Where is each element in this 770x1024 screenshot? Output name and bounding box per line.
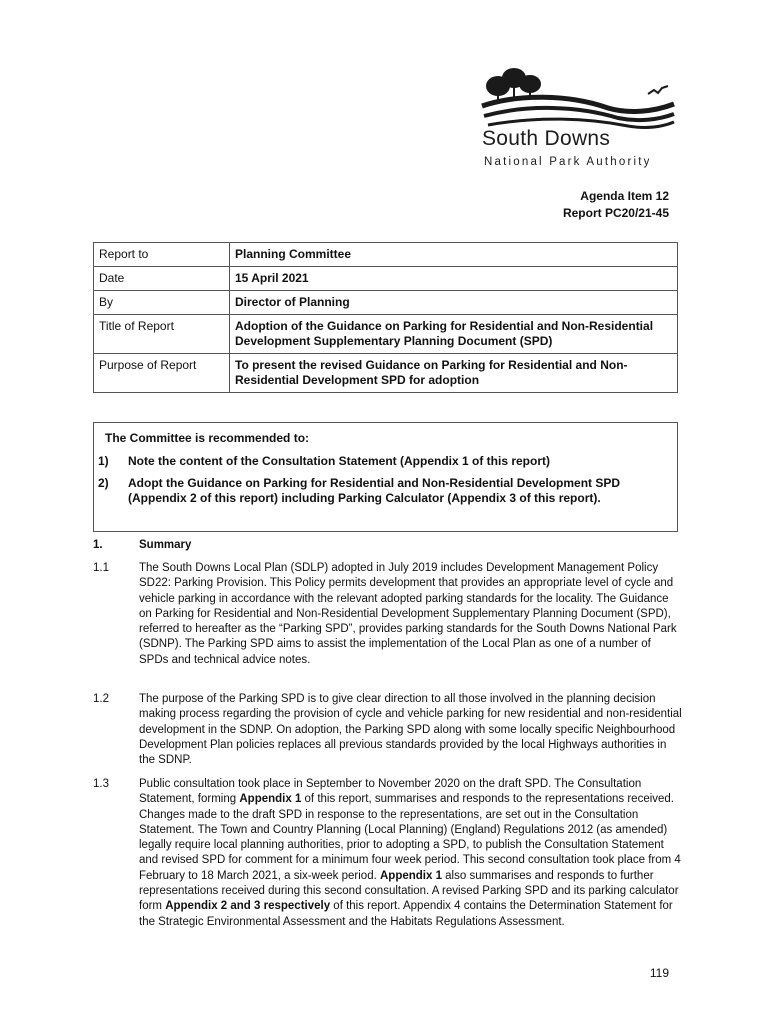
table-row (94, 291, 678, 315)
recommendation-box (93, 422, 678, 532)
paragraph-1-1 (93, 561, 683, 668)
paragraph-1-2 (93, 692, 683, 768)
item-text: Note the content of the Consultation Statement (Appendix 1 of this report) (128, 454, 550, 468)
item-number: 2) (98, 476, 109, 490)
agenda-item: Agenda Item 12 (580, 189, 669, 203)
text-run: Public consultation took place in September to November 2020 on the draft SPD. The Consultation Statement, forming (139, 778, 642, 806)
table-row (94, 315, 678, 354)
paragraph-text (139, 777, 683, 930)
appendix-reference: Appendix 2 and 3 respectively (165, 900, 331, 913)
row-label: Title of Report (94, 315, 230, 354)
row-value: 15 April 2021 (230, 267, 678, 291)
table-row (94, 354, 678, 393)
paragraph-text: The purpose of the Parking SPD is to give clear direction to all those involved in the planning decision making process regarding the provision of cycle and vehicle parking for new residential and non-residential development in the SDNP. On adoption, the Parking SPD along with some locally specific Neighbourhood Development Plan policies replaces all previous standards provided by the local Highways authorities in the SDNP. (139, 693, 682, 767)
report-number: Report PC20/21-45 (562, 206, 669, 220)
row-value: To present the revised Guidance on Parking for Residential and Non-Residential Development SPD for adoption (230, 354, 678, 393)
row-label: Purpose of Report (94, 354, 230, 393)
report-details-table (93, 242, 678, 393)
logo-name: South Downs (482, 127, 611, 150)
page-number: 119 (649, 966, 669, 980)
row-value: Planning Committee (230, 243, 678, 267)
row-label: Report to (94, 243, 230, 267)
table-row (94, 243, 678, 267)
recommendation-item (98, 476, 658, 506)
section-title: Summary (139, 539, 192, 551)
table-row (94, 267, 678, 291)
row-value: Adoption of the Guidance on Parking for Residential and Non-Residential Development Supplementary Planning Document (SPD) (230, 315, 678, 354)
text-run: of this report, summarises and responds to the representations received. Changes made to the draft SPD in response to the representations, are set out in the Consultation Statement. The Town and Country Planning (Local Planning) (England) Regulations 2012 (as amended) legally require local planning authorities, prior to adopting a SPD, to publish the Consultation Statement and revised SPD for comment for a minimum four week period. This second consultation took place from 4 February to 18 March 2021, a six-week period. (139, 793, 681, 882)
agenda-reference (563, 188, 669, 222)
paragraph-number: 1.3 (93, 778, 109, 790)
south-downs-logo (478, 64, 678, 174)
appendix-reference: Appendix 1 (379, 869, 442, 882)
recommendation-item (98, 454, 658, 469)
appendix-reference: Appendix 1 (239, 793, 302, 806)
text-run: of this report. Appendix 4 contains the Determination Statement for the Strategic Environmental Assessment and the Habitats Regulations Assessment. (139, 900, 673, 928)
paragraph-text: The South Downs Local Plan (SDLP) adopted in July 2019 includes Development Management Policy SD22: Parking Provision. This Policy permits development that provides an appropriate level of cycle and vehicle parking in accordance with the relevant adopted parking standards for the locality. The Guidance on Parking for Residential and Non-Residential Development Supplementary Planning Document (SPD), referred to hereafter as the “Parking SPD”, provides parking standards for the South Downs National Park (SDNP). The Parking SPD aims to assist the implementation of the Local Plan as one of a number of SPDs and technical advice notes. (139, 562, 677, 666)
recommendation-title: The Committee is recommended to: (105, 431, 310, 445)
item-text: Adopt the Guidance on Parking for Residential and Non-Residential Development SPD (Appendix 2 of this report) including Parking Calculator (Appendix 3 of this report). (128, 476, 621, 505)
item-number: 1) (98, 454, 109, 468)
text-run: also summarises and responds to further representations received during this second consultation. A revised Parking SPD and its parking calculator form (139, 869, 679, 913)
landscape-logo-icon (478, 64, 678, 134)
section-number: 1. (93, 539, 103, 551)
paragraph-number: 1.1 (93, 562, 109, 574)
row-value: Director of Planning (230, 291, 678, 315)
row-label: By (94, 291, 230, 315)
summary-heading (93, 538, 683, 553)
logo-subtitle: National Park Authority (484, 156, 652, 168)
paragraph-number: 1.2 (93, 693, 109, 705)
row-label: Date (94, 267, 230, 291)
paragraph-1-3 (93, 777, 683, 930)
